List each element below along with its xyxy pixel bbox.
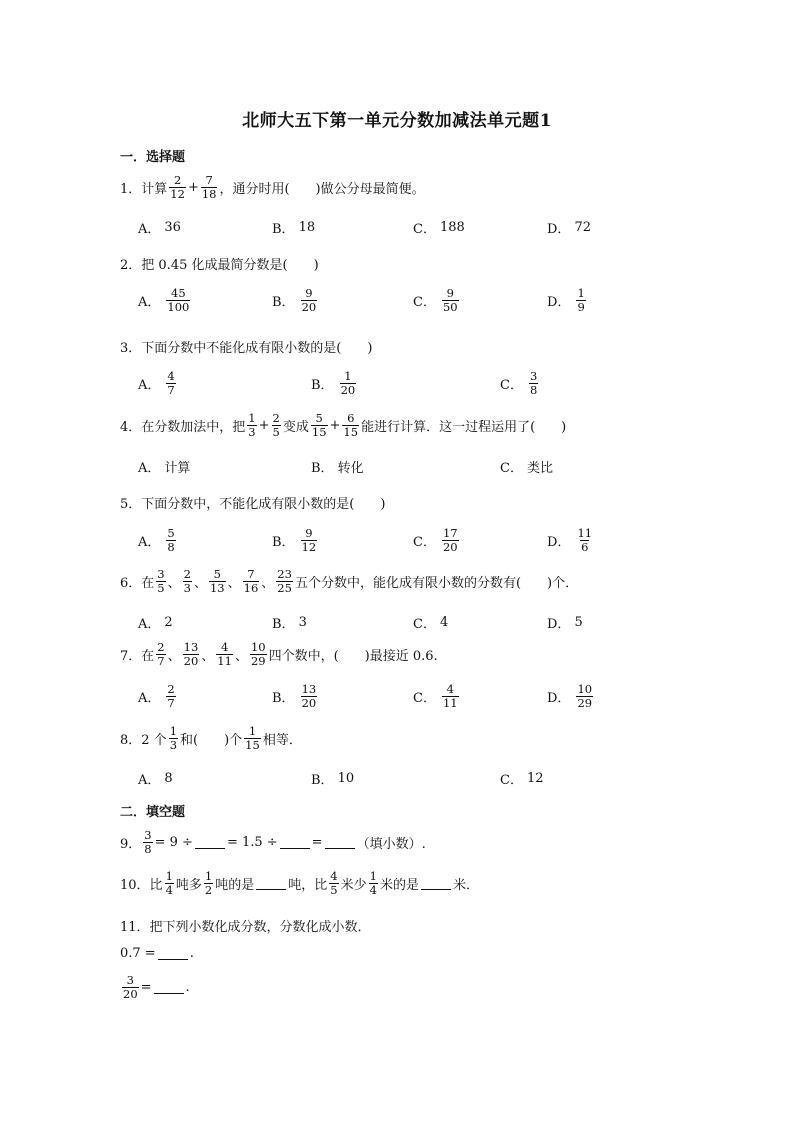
option-c[interactable]: C． 188 xyxy=(413,220,465,237)
fraction: $\frac{23}{25}$ xyxy=(277,567,292,595)
option-a[interactable]: A． $\frac{2}{7}$ xyxy=(138,682,175,710)
question-text: 相等． xyxy=(262,732,302,748)
equation-text: = 9 ÷ xyxy=(154,834,193,850)
equation-text: = xyxy=(140,979,152,995)
question-number: 11． xyxy=(120,920,150,935)
options-7 xyxy=(0,683,794,723)
section-choice-heading: 一．选择题 xyxy=(120,150,186,165)
fraction: $\frac{7}{18}$ xyxy=(201,173,217,201)
option-c[interactable]: C． $\frac{9}{50}$ xyxy=(413,286,458,314)
answer-blank[interactable] xyxy=(158,947,188,960)
fraction: $\frac{7}{16}$ xyxy=(243,567,259,595)
fraction: $\frac{2}{7}$ xyxy=(157,640,165,668)
plus-sign: + xyxy=(187,179,199,195)
fraction: $\frac{3}{20}$ xyxy=(123,973,138,1001)
question-number: 2． xyxy=(120,258,142,273)
equation-text: . xyxy=(189,946,194,961)
question-3 xyxy=(120,337,372,356)
option-c[interactable]: C． 12 xyxy=(500,771,544,788)
question-11 xyxy=(120,916,371,935)
question-text: 把 0.45 化成最简分数是( ) xyxy=(141,258,319,273)
plus-sign: + xyxy=(258,417,270,433)
question-text: 在 xyxy=(141,575,155,591)
fraction: $\frac{4}{11}$ xyxy=(217,640,232,668)
question-text: 能进行计算．这一过程运用了( ) xyxy=(361,419,567,435)
question-text: 比 xyxy=(149,877,163,893)
option-b[interactable]: B． $\frac{1}{20}$ xyxy=(311,369,356,397)
page-title: 北师大五下第一单元分数加减法单元题1 xyxy=(242,111,552,131)
option-c[interactable]: C． $\frac{17}{20}$ xyxy=(413,526,458,554)
fraction: $\frac{1}{15}$ xyxy=(245,724,260,752)
option-a[interactable]: A． 2 xyxy=(138,615,173,632)
question-text: 吨多 xyxy=(175,877,202,893)
fraction: $\frac{1}{3}$ xyxy=(169,724,178,752)
option-a[interactable]: A． $\frac{4}{7}$ xyxy=(138,369,175,397)
question-text: 吨，比 xyxy=(288,877,328,893)
question-5 xyxy=(120,493,385,512)
fraction: $\frac{1}{4}$ xyxy=(369,869,377,897)
question-number: 8． xyxy=(120,732,142,748)
question-1 xyxy=(120,174,425,200)
plus-sign: + xyxy=(329,417,341,433)
separator: 、 xyxy=(167,648,181,664)
question-6 xyxy=(120,568,578,594)
question-text: 米少 xyxy=(340,877,367,893)
option-c[interactable]: C． $\frac{3}{8}$ xyxy=(500,369,538,397)
option-b[interactable]: B． 10 xyxy=(311,771,355,788)
options-5 xyxy=(0,527,794,567)
question-number: 5． xyxy=(120,497,142,512)
option-b[interactable]: B． 18 xyxy=(272,220,316,237)
question-text: 在分数加法中，把 xyxy=(141,419,246,435)
fraction: $\frac{1}{3}$ xyxy=(248,411,256,439)
fraction: $\frac{5}{15}$ xyxy=(311,411,327,439)
fraction: $\frac{5}{13}$ xyxy=(209,567,225,595)
equation-text: 0.7 = xyxy=(120,946,156,961)
options-1 xyxy=(0,218,794,258)
question-4 xyxy=(120,412,566,438)
separator: 、 xyxy=(193,575,207,591)
question-text: 米． xyxy=(452,877,479,893)
question-2 xyxy=(120,254,319,273)
answer-blank[interactable] xyxy=(154,981,184,994)
question-11-line-2 xyxy=(120,974,190,1000)
fraction: $\frac{2}{12}$ xyxy=(170,173,185,201)
question-text: 2 个 xyxy=(141,732,167,748)
question-8 xyxy=(120,725,302,751)
question-text: 和( )个 xyxy=(180,732,243,748)
option-b[interactable]: B． $\frac{9}{12}$ xyxy=(272,526,317,554)
fraction: $\frac{3}{8}$ xyxy=(144,828,152,856)
equation-text: . xyxy=(185,979,190,995)
fraction: $\frac{6}{15}$ xyxy=(343,411,359,439)
section-fill-heading: 二．填空题 xyxy=(120,805,186,820)
question-number: 3． xyxy=(120,341,142,356)
separator: 、 xyxy=(234,648,248,664)
answer-blank[interactable] xyxy=(325,836,355,849)
question-text: 下面分数中，不能化成有限小数的是( ) xyxy=(141,497,386,512)
fraction: $\frac{1}{2}$ xyxy=(204,869,213,897)
question-number: 10． xyxy=(120,877,150,893)
options-3 xyxy=(0,370,794,410)
option-b[interactable]: B． 转化 xyxy=(311,461,364,476)
fraction: $\frac{2}{5}$ xyxy=(272,411,280,439)
question-number: 6． xyxy=(120,575,142,591)
question-text: 吨的是 xyxy=(215,877,255,893)
question-text: 计算 xyxy=(141,181,168,197)
option-c[interactable]: C． 类比 xyxy=(500,461,553,476)
options-4 xyxy=(0,457,794,497)
question-10 xyxy=(120,870,479,896)
option-d[interactable]: D． $\frac{10}{29}$ xyxy=(547,682,593,710)
fraction: $\frac{3}{5}$ xyxy=(157,567,165,595)
option-a[interactable]: A． 8 xyxy=(138,771,173,788)
question-number: 7． xyxy=(120,648,142,664)
fraction: $\frac{4}{5}$ xyxy=(330,869,338,897)
question-11-line-1 xyxy=(120,946,194,961)
option-a[interactable]: A． 36 xyxy=(138,220,181,237)
question-text: 把下列小数化成分数，分数化成小数． xyxy=(149,920,371,935)
question-text: 在 xyxy=(141,648,155,664)
fraction: $\frac{10}{29}$ xyxy=(250,640,266,668)
option-a[interactable]: A． 计算 xyxy=(138,461,191,476)
question-text: （填小数）. xyxy=(356,836,426,852)
option-b[interactable]: B． 3 xyxy=(272,615,307,632)
question-7 xyxy=(120,641,438,667)
separator: 、 xyxy=(227,575,241,591)
fraction: $\frac{1}{4}$ xyxy=(165,869,173,897)
equation-text: = 1.5 ÷ xyxy=(226,834,278,850)
question-number: 9． xyxy=(120,836,142,852)
question-text: 五个分数中，能化成有限小数的分数有( )个． xyxy=(294,575,579,591)
answer-blank[interactable] xyxy=(256,877,286,890)
separator: 、 xyxy=(201,648,215,664)
fraction: $\frac{13}{20}$ xyxy=(183,640,199,668)
option-d[interactable]: D． $\frac{11}{6}$ xyxy=(547,526,593,554)
question-number: 4． xyxy=(120,419,142,435)
answer-blank[interactable] xyxy=(421,877,451,890)
answer-blank[interactable] xyxy=(280,836,310,849)
question-text: 下面分数中不能化成有限小数的是( ) xyxy=(141,341,373,356)
option-d[interactable]: D． 72 xyxy=(547,220,591,237)
question-text: 米的是 xyxy=(379,877,419,893)
question-text: 变成 xyxy=(282,419,309,435)
option-a[interactable]: A． $\frac{5}{8}$ xyxy=(138,526,175,554)
option-d[interactable]: D． 5 xyxy=(547,615,583,632)
question-9 xyxy=(120,829,426,855)
option-d[interactable]: D． $\frac{1}{9}$ xyxy=(547,286,585,314)
options-2 xyxy=(0,287,794,327)
option-a[interactable]: A． $\frac{45}{100}$ xyxy=(138,286,190,314)
option-b[interactable]: B． $\frac{9}{20}$ xyxy=(272,286,317,314)
option-c[interactable]: C． $\frac{4}{11}$ xyxy=(413,682,458,710)
option-c[interactable]: C． 4 xyxy=(413,615,449,632)
answer-blank[interactable] xyxy=(195,836,225,849)
fraction: $\frac{2}{3}$ xyxy=(183,567,191,595)
separator: 、 xyxy=(261,575,275,591)
equation-text: = xyxy=(311,834,323,850)
question-text: ，通分时用( )做公分母最简便。 xyxy=(219,181,425,197)
question-text: 四个数中，( )最接近 0.6. xyxy=(268,648,438,664)
question-number: 1． xyxy=(120,181,142,197)
separator: 、 xyxy=(167,575,181,591)
option-b[interactable]: B． $\frac{13}{20}$ xyxy=(272,682,317,710)
